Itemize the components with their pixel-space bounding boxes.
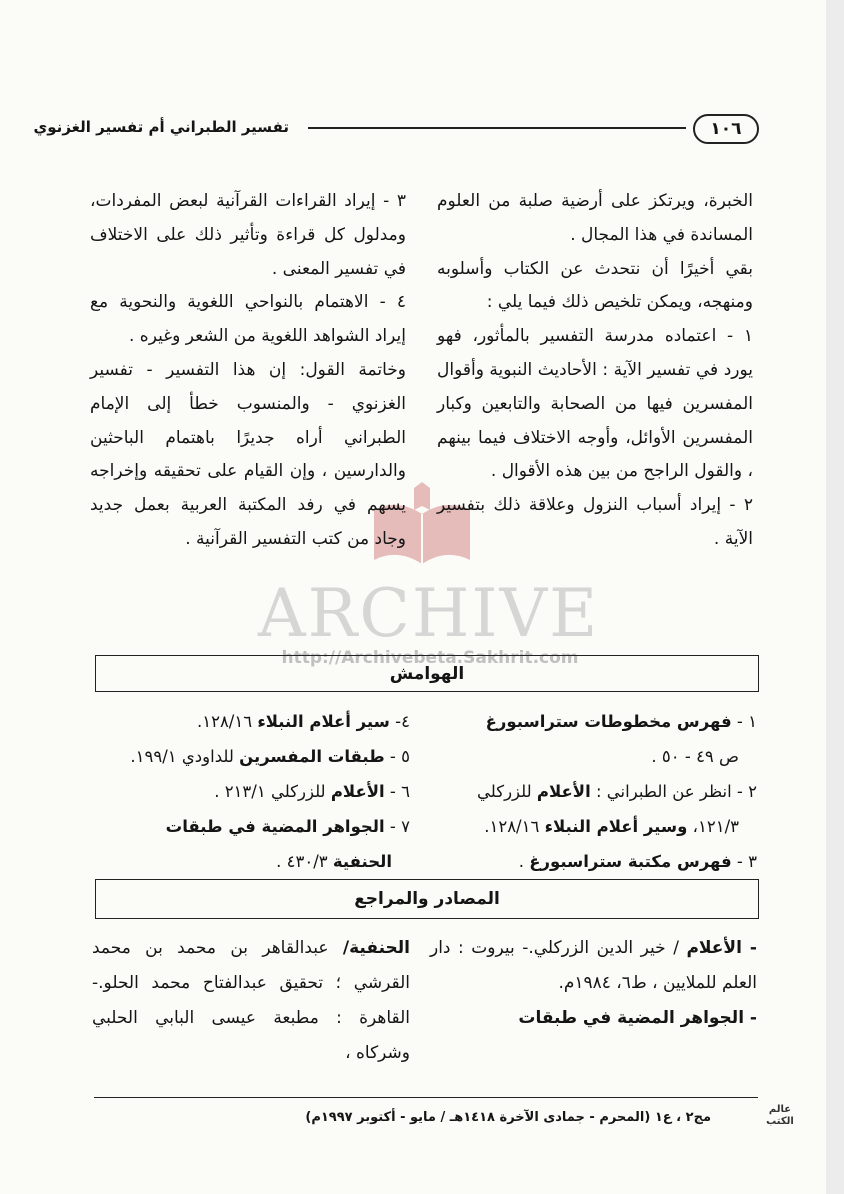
archive-watermark-text: ARCHIVE [258,575,600,652]
sources-heading-box [95,879,759,919]
footnote-item [92,809,410,844]
numbered-point: ٣ - إيراد القراءات القرآنية لبعض المفردات، ومدلول كل قراءة وتأثير ذلك على الاختلاف في تفسير المعنى . [90,191,406,279]
footnotes-left [92,704,410,879]
footnote-item [92,739,410,774]
footnote-text: ص ٤٩ - ٥٠ . [651,747,739,766]
footnote-text: ١٢١/٣، [687,817,739,836]
footnote-title: فهرس مكتبة ستراسبورغ [529,852,732,871]
footnote-item [437,704,757,739]
footnote-number: ٦ - [389,782,410,801]
sources-column-right [430,931,757,1036]
footnote-number: ٢ - [736,782,757,801]
footnote-continuation [92,844,410,879]
page-edge [826,0,844,1194]
conclusion-paragraph: وخاتمة القول: إن هذا التفسير - تفسير الغزنوي - والمنسوب خطأ إلى الإمام الطبراني أراه جديرًا باهتمام الباحثين والدارسين ، وإن القيام على تحقيقه وإخراجه يسهم في رفد المكتبة العربية بعمل جديد وجاد من كتب التفسير القرآنية . [90,359,406,549]
footnote-title: طبقات المفسرين [239,747,385,766]
notes-heading: الهوامش [389,663,465,684]
numbered-point: ٢ - إيراد أسباب النزول وعلاقة ذلك بتفسير الآية . [437,495,753,549]
paragraph: الخبرة، ويرتكز على أرضية صلبة من العلوم المساندة في هذا المجال . [437,191,753,245]
source-entry [430,1001,757,1036]
footnote-text: ١٢٨/١٦. [484,817,545,836]
footnote-text: انظر عن الطبراني : [590,782,732,801]
sources-heading: المصادر والمراجع [354,889,500,909]
footnote-number: ٣ - [736,852,757,871]
footnote-text: ٤٣٠/٣ . [276,852,333,871]
footnotes-right [437,704,757,879]
footnote-item [92,704,410,739]
footnote-item [92,774,410,809]
notes-heading-box [95,655,759,692]
footnote-title: الأعلام [330,782,385,801]
footnote-title: فهرس مخطوطات ستراسبورغ [485,712,732,731]
footnote-title: الأعلام [536,782,591,801]
source-details: / خير الدين الزركلي.- بيروت : دار العلم للملايين ، ط٦، ١٩٨٤م. [430,938,757,993]
body-column-right [437,185,753,557]
header-rule [308,127,686,129]
journal-issue-footer: مج٢ ، ع١ (المحرم - جمادى الآخرة ١٤١٨هـ / مايو - أكتوبر ١٩٩٧م) [305,1110,711,1125]
archive-watermark-url: http://Archivebeta.Sakhrit.com [281,648,579,668]
source-title: - الجواهر المضية في طبقات [518,1008,757,1028]
footnote-item [437,844,757,879]
footnote-title: سير أعلام النبلاء [257,712,390,731]
footer-rule [94,1097,758,1098]
body-column-left [90,185,406,557]
source-title: الحنفية/ [342,938,410,958]
footnote-continuation [437,739,757,774]
footnote-number: ٥ - [389,747,410,766]
footnote-item [437,774,757,809]
source-details: عبدالقاهر بن محمد بن محمد القرشي ؛ تحقيق عبدالفتاح محمد الحلو.- القاهرة : مطبعة عيسى البابي الحلبي وشركاه ، [92,938,410,1063]
source-title: - الأعلام [686,938,757,958]
footnote-number: ١ - [736,712,757,731]
source-entry-continuation [92,931,410,1071]
numbered-point: ٤ - الاهتمام بالنواحي اللغوية والنحوية مع إيراد الشواهد اللغوية من الشعر وغيره . [90,292,406,347]
footnote-title: وسير أعلام النبلاء [544,817,688,836]
footnote-number: ٤- [395,712,410,731]
source-entry [430,931,757,1001]
footnote-text: . [518,852,530,871]
sources-column-left [92,931,410,1071]
footnote-text: ١٢٨/١٦. [196,712,258,731]
footnote-continuation [437,809,757,844]
journal-logo: عالم الكتب [766,1104,794,1127]
footnote-number: ٧ - [389,817,410,836]
page-number: ١٠٦ [693,114,759,144]
footnote-title: الحنفية [332,852,392,871]
footnote-text: للزركلي ٢١٣/١ . [214,782,331,801]
paragraph: بقي أخيرًا أن نتحدث عن الكتاب وأسلوبه ومنهجه، ويمكن تلخيص ذلك فيما يلي : [437,258,753,313]
footnote-text: للزركلي [477,782,537,801]
running-header-title: تفسير الطبراني أم تفسير الغزنوي [33,118,289,136]
footnote-text: للداودي ١٩٩/١. [130,747,240,766]
footnote-title: الجواهر المضية في طبقات [165,817,385,836]
numbered-point: ١ - اعتماده مدرسة التفسير بالمأثور، فهو يورد في تفسير الآية : الأحاديث النبوية وأقوال المفسرين فيها من الصحابة والتابعين وكبار المفسرين الأوائل، وأوجه الاختلاف فيما بينهم ، والقول الراجح من بين هذه الأقوال . [437,326,753,482]
